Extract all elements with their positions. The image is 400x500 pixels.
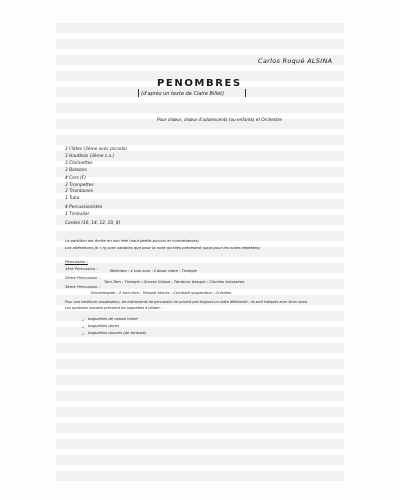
instrument-flutes: 3 Flûtes (3ème avec piccolo) <box>65 147 127 152</box>
forces-description: Pour chœur, chœur d'adolescents (ou enfants) et Orchestre <box>157 117 282 122</box>
alterations-note: Les altérations (b ♯ n) sont valables que pour la note qu'elles précèdent (sauf pour les notes répétées) <box>65 245 261 250</box>
instrument-trumpets: 3 Trompettes <box>65 183 94 188</box>
perc-extra-note-2: Les symboles suivants précisent les baguettes à utiliser : <box>65 306 163 310</box>
perc-extra-note-1: Pour une meilleure visualisation, les instruments de percussion ne suivent pas toujours un ordre déterminé ; ils sont indiqués avec leurs noms <box>65 300 308 304</box>
page-title: PENOMBRES <box>157 78 242 89</box>
mallet-legend-3: baguettes douces (de timbale) <box>88 330 147 335</box>
composer-name: Carlos Roqué ALSINA <box>258 57 333 65</box>
instrument-percussion: 4 Percussionistes <box>65 205 103 210</box>
mallet-symbol-icon: ♩ <box>82 331 84 336</box>
subtitle: (d'après un texte de Claire Billet) <box>141 91 225 97</box>
mallet-symbol-icon: ♩ <box>82 317 84 322</box>
instrument-clarinets: 3 Clarinettes <box>65 161 93 166</box>
mallet-legend-1: baguettes de caisse claire <box>88 316 138 321</box>
instrument-strings: Cordes (16, 14, 12, 10, 8) <box>65 221 121 226</box>
instrument-trombones: 3 Trombones <box>65 189 93 194</box>
perc-3-label: 3ème Percussion : <box>65 284 100 289</box>
perc-2-label: 2ème Percussion : <box>65 275 100 280</box>
instrument-horns: 4 Cors (F) <box>65 176 86 181</box>
instrument-bassoons: 3 Bassons <box>65 168 87 173</box>
perc-1-list: Marimba ; 4 tom-tom ; Caisse claire ; Triangle <box>110 268 197 273</box>
instrument-tuba: 1 Tuba <box>65 196 80 201</box>
percussion-heading: Percussion : <box>65 259 88 264</box>
instrument-timpani: 1 Timbalier <box>65 212 90 217</box>
mallet-symbol-icon: ♩ <box>82 324 84 329</box>
perc-1-label: 1ère Percussion : <box>65 266 98 271</box>
mallet-legend-2: baguettes dures <box>88 323 120 328</box>
perc-3-list: Glockenspiel ; 2 tom-tom ; Temple blocks ; Cymbale suspendue ; Crotales <box>91 290 232 295</box>
instrument-oboes: 3 Hautbois (3ème c.a.) <box>65 154 115 159</box>
score-note: La partition est écrite en son réel (sauf petite-piccolo et contrebasses) <box>65 238 199 243</box>
perc-2-list: Tam-Tam ; Triangle ; Grosse Caisse ; Tambour basque ; Cloches tubulaires <box>104 279 245 284</box>
